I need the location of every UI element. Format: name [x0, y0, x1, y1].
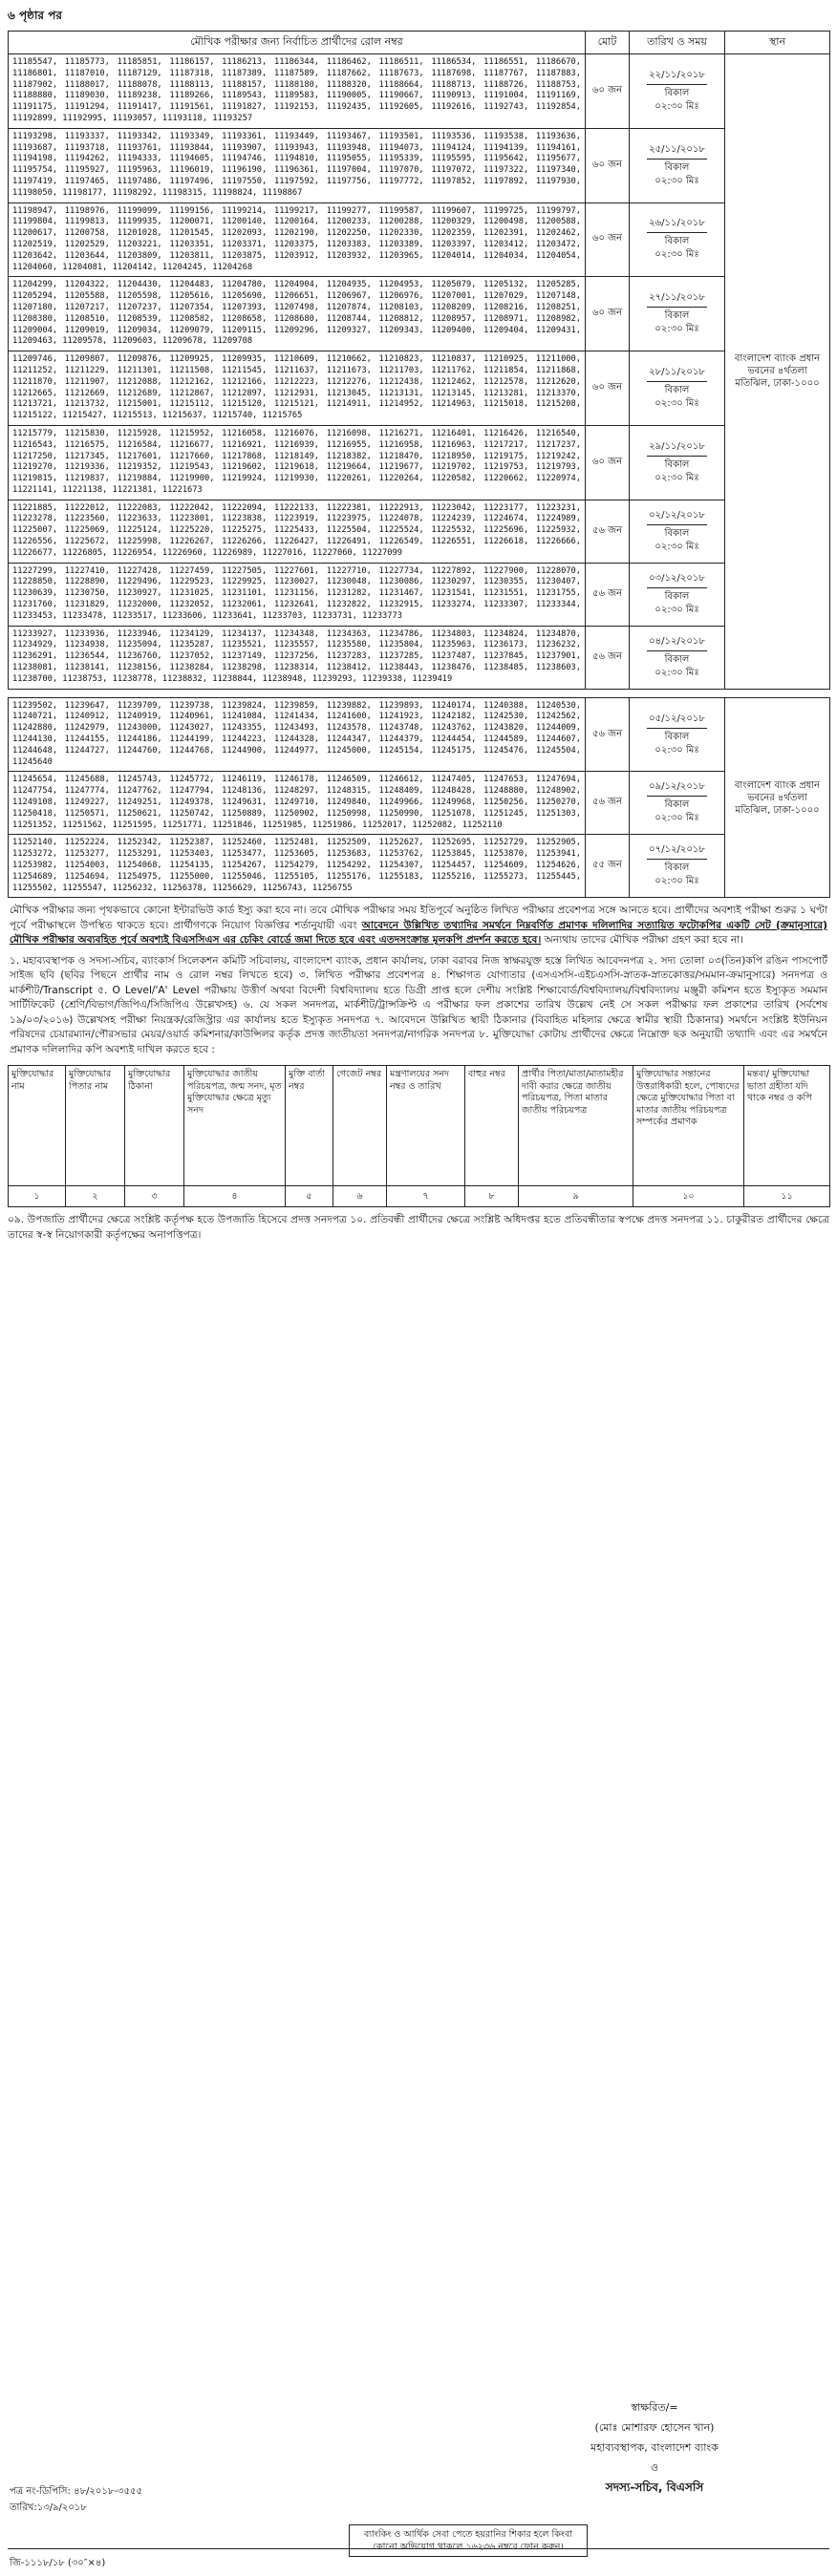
instructions-bold-requirement: আবেদনে উল্লিখিত তথ্যাদির সমর্থনে নিম্নবর্ণিত প্রমাণক দলিলাদির সত্যায়িত ফটোকপির একটি সেট (ক্রমানুসারে) মৌখিক পরীক্ষার অব্যবহিত পূর্বে অবশ্যই বিএসসিএস এর চেকিং বোর্ডে জমা দিতে হবে এবং এতদসংক্রান্ত মূলকপি প্রদর্শন করতে হবে। — [10, 919, 827, 947]
roll-numbers: 11185547, 11185773, 11185851, 11186157, 11186213, 11186344, 11186462, 11186511, 11186534, 11186551, 11186670, 11186801, 11187010, 11187129, 11187318, 11187389, 11187589, 11187662, 11187673, 11187698, 11187767, 11187883, 11187902, 11188017, 11188078, 11188113, 11188157, 11188180, 11188320, 11188664, 11188713, 11188726, 11188753, 11188880, 11189030, 11189238, 11189266, 11189543, 11189583, 11190005, 11190667, 11190913, 11191004, 11191169, 11191175, 11191294, 11191417, 11191561, 11191827, 11192153, 11192435, 11192605, 11192616, 11192743, 11192854, 11192899, 11192995, 11193057, 11193118, 11193257 — [9, 54, 586, 129]
candidate-total: ৫৬ জন — [586, 563, 630, 626]
exam-date-time — [630, 128, 725, 202]
instructions-intro: মৌখিক পরীক্ষার জন্য পৃথকভাবে কোনো ইন্টারভিউ কার্ড ইস্যু করা হবে না। তবে মৌখিক পরীক্ষার সময় ইতিপূর্বে অনুষ্ঠিত লিখিত পরীক্ষার প্রবেশপত্র সঙ্গে আনতে হবে। প্রার্থীদের অবশ্যই পরীক্ষা শুরুর ১ ঘণ্টা পূর্বে পরীক্ষাস্থলে উপস্থিত থাকতে হবে। প্রার্থীগণকে নিয়োগ বিজ্ঞপ্তির শর্তানুযায়ী এবং — [10, 905, 827, 931]
info-column-number: ৮ — [465, 1186, 519, 1207]
exam-date-time — [630, 835, 725, 898]
candidate-total: ৬০ জন — [586, 128, 630, 202]
exam-date-time — [630, 277, 725, 351]
exam-time: ০২:৩০ মিঃ — [655, 175, 699, 186]
info-column-number: ৪ — [184, 1186, 286, 1207]
exam-shift: বিকাল — [664, 799, 690, 811]
exam-date: ২৯/১১/২০১৮ — [647, 440, 707, 457]
exam-time: ০২:৩০ মিঃ — [655, 324, 699, 335]
info-column-number: ২ — [66, 1186, 125, 1207]
signatory-title: সদস্য-সচিব, বিএসসি — [605, 2480, 704, 2494]
roll-row — [9, 563, 830, 626]
info-column-header: মুক্তিযোদ্ধার পিতার নাম — [66, 1066, 125, 1186]
memo-number: পত্র নং-ডিপিসি: ৪৮/২০১৮-৩৫৫৫ — [10, 2486, 142, 2497]
exam-date: ০৭/১২/২০১৮ — [647, 843, 707, 860]
roll-row — [9, 351, 830, 426]
exam-shift: বিকাল — [664, 527, 690, 539]
roll-row — [9, 626, 830, 689]
exam-shift: বিকাল — [664, 653, 690, 665]
memo-date: তারিখ:১৩/৯/২০১৮ — [10, 2502, 87, 2513]
info-column-number: ৯ — [519, 1186, 633, 1207]
roll-numbers: 11252140, 11252224, 11252342, 11252387, 11252460, 11252481, 11252509, 11252627, 11252695, 11252729, 11252905, 11253272, 11253277, 11253291, 11253403, 11253477, 11253605, 11253683, 11253762, 11253845, 11253870, 11253941, 11253982, 11254003, 11254068, 11254135, 11254267, 11254279, 11254292, 11254307, 11254457, 11254609, 11254626, 11254689, 11254694, 11254975, 11255000, 11255046, 11255105, 11255176, 11255183, 11255216, 11255273, 11255445, 11255502, 11255547, 11256232, 11256378, 11256629, 11256743, 11256755 — [9, 835, 586, 898]
exam-date-time — [630, 500, 725, 563]
candidate-total: ৫৬ জন — [586, 697, 630, 772]
roll-numbers: 11204299, 11204322, 11204430, 11204483, 11204780, 11204904, 11204935, 11204953, 11205079, 11205132, 11205285, 11205294, 11205588, 11205598, 11205616, 11205690, 11206651, 11206967, 11206976, 11207001, 11207029, 11207148, 11207180, 11207217, 11207237, 11207354, 11207393, 11207498, 11207874, 11208103, 11208209, 11208216, 11208251, 11208380, 11208510, 11208539, 11208582, 11208658, 11208680, 11208744, 11208812, 11208957, 11208971, 11208982, 11209004, 11209019, 11209034, 11209079, 11209115, 11209296, 11209327, 11209343, 11209400, 11209404, 11209431, 11209463, 11209578, 11209603, 11209678, 11209708 — [9, 277, 586, 351]
info-column-header: প্রার্থীর পিতা/মাতা/মাতামহীর দাবী করার ক্ষেত্রে জাতীয় পরিচয়পত্র, পিতা মাতার জাতীয় পরিচয়পত্র — [519, 1066, 633, 1186]
required-documents-list: ১. মহাব্যবস্থাপক ও সদস্য-সচিব, ব্যাংকার্স সিলেকশন কমিটি সচিবালয়, বাংলাদেশ ব্যাংক, প্রধান কার্যালয়, ঢাকা বরাবর নিজ স্বাক্ষরযুক্ত হস্তে লিখিত আবেদনপত্র ২. সদ্য তোলা ০৩(তিন)কপি রঙিন পাসপোর্ট সাইজ ছবি (ছবির পিছনে প্রার্থীর নাম ও রোল নম্বর লিখতে হবে) ৩. লিখিত পরীক্ষার প্রবেশপত্র ৪. শিক্ষাগত যোগ্যতার (এসএসসি-এইচএসসি-স্নাতক-স্নাতকোত্তর/সমমান-ক্রমানুসারে) সনদপত্র ও মার্কশীট/Transcript ৫. O Level/'A' Level পরীক্ষায় উত্তীর্ণ অথবা বিদেশী বিশ্ববিদ্যালয় হতে ডিগ্রী প্রাপ্ত হলে দেশীয় সংশ্লিষ্ট শিক্ষাবোর্ড/বিশ্ববিদ্যালয়/বিশ্ববিদ্যালয় মঞ্জুরী কমিশন হতে ইস্যুকৃত সমমান সার্টিফিকেট (শ্রেণি/বিভাগ/জিপিএ/সিজিপিএ উল্লেখসহ) ৬. যে সকল সনদপত্র, মার্কশীট/ট্রান্সক্রিপ্ট এ পরীক্ষার ফল প্রকাশের তারিখ উল্লেখ নেই সে সকল পরীক্ষার ফল প্রকাশের তারিখ (সর্বশেষ ১৯/০৩/২০১৬) উল্লেখসহ পরীক্ষা নিয়ন্ত্রক/রেজিস্ট্রার এর কার্যালয় হতে ইস্যুকৃত সনদপত্র ৭. আবেদনে উল্লিখিত স্থায়ী ঠিকানার (বিবাহিত মহিলার ক্ষেত্রে স্বামীর স্থায়ী ঠিকানার) সমর্থনে সংশ্লিষ্ট ইউনিয়ন পরিষদের চেয়ারম্যান/পৌরসভার মেয়র/ওয়ার্ড কমিশনার/কাউন্সিলর কর্তৃক প্রদত্ত জাতীয়তা সনদপত্র/নাগরিক সনদপত্র ৮. মুক্তিযোদ্ধা কোটায় প্রার্থীদের ক্ষেত্রে নিম্নোক্ত ছক অনুযায়ী তথ্যাদি এবং এর সমর্থনে প্রমাণক দলিলাদির কপি অবশ্যই দাখিল করতে হবে : — [10, 954, 828, 1055]
exam-date: ০৩/১২/২০১৮ — [647, 572, 707, 588]
exam-date: ২৮/১১/২০১৮ — [647, 366, 707, 382]
info-column-header: মুক্তিযোদ্ধার সন্তানের উত্তরাধিকারী হলে, পোষ্যদের ক্ষেত্রে মুক্তিযোদ্ধার পিতা বা মাতার জাতীয় পরিচয়পত্র সম্পর্কের প্রমাণক — [633, 1066, 744, 1186]
exam-time: ০২:৩০ মিঃ — [655, 813, 699, 824]
roll-numbers: 11239502, 11239647, 11239709, 11239738, 11239824, 11239859, 11239882, 11239893, 11240174, 11240388, 11240530, 11240721, 11240912, 11240919, 11240961, 11241084, 11241434, 11241600, 11241923, 11242182, 11242530, 11242562, 11242880, 11242979, 11243000, 11243027, 11243355, 11243493, 11243578, 11243748, 11243762, 11243820, 11244009, 11244130, 11244155, 11244186, 11244199, 11244223, 11244328, 11244347, 11244379, 11244454, 11244589, 11244607, 11244648, 11244727, 11244760, 11244768, 11244900, 11244977, 11245000, 11245154, 11245175, 11245476, 11245504, 11245640 — [9, 697, 586, 772]
exam-time: ০২:৩০ মিঃ — [655, 472, 699, 483]
info-column-number: ৩ — [125, 1186, 184, 1207]
signature-block — [497, 2397, 812, 2498]
exam-date: ২৫/১১/২০১৮ — [647, 143, 707, 160]
candidate-total: ৬০ জন — [586, 351, 630, 426]
additional-notes: ০৯. উপজাতি প্রার্থীদের ক্ষেত্রে সংশ্লিষ্ট কর্তৃপক্ষ হতে উপজাতি হিসেবে প্রদত্ত সনদপত্র ১০. প্রতিবন্ধী প্রার্থীদের ক্ষেত্রে সংশ্লিষ্ট অধিদপ্তর হতে প্রতিবন্ধীতার স্বপক্ষে প্রদত্ত সনদপত্র ১১. চাকুরীরত প্রার্থীদের ক্ষেত্রে তাদের স্ব-স্ব নিয়োগকারী কর্তৃপক্ষের অনাপত্তিপত্র। — [8, 1214, 829, 1241]
roll-row — [9, 697, 830, 772]
info-column-header: মুক্তিযোদ্ধার ঠিকানা — [125, 1066, 184, 1186]
ad-code: জি-১১১৮/১৮ (৩০″×৪) — [10, 2558, 106, 2568]
exam-shift: বিকাল — [664, 87, 690, 98]
exam-date-time — [630, 202, 725, 277]
info-column-header: গেজেট নম্বর — [333, 1066, 387, 1186]
header-venue: স্থান — [725, 32, 830, 54]
exam-date-time — [630, 54, 725, 129]
info-column-number: ৭ — [387, 1186, 465, 1207]
candidate-total: ৬০ জন — [586, 277, 630, 351]
signatory-name: (মোঃ মোশারফ হোসেন খান) — [594, 2421, 715, 2434]
roll-numbers: 11198947, 11198976, 11199099, 11199156, 11199214, 11199217, 11199277, 11199587, 11199607, 11199725, 11199797, 11199804, 11199813, 11199935, 11200071, 11200140, 11200164, 11200233, 11200288, 11200329, 11200498, 11200588, 11200617, 11200758, 11201028, 11201545, 11202093, 11202190, 11202250, 11202330, 11202359, 11202391, 11202462, 11202519, 11202529, 11203221, 11203351, 11203371, 11203375, 11203383, 11203389, 11203397, 11203412, 11203472, 11203642, 11203644, 11203809, 11203811, 11203875, 11203912, 11203932, 11203965, 11204014, 11204034, 11204054, 11204060, 11204081, 11204142, 11204245, 11204268 — [9, 202, 586, 277]
roll-row — [9, 500, 830, 563]
info-column-header: মুক্তি বার্তা নম্বর — [286, 1066, 333, 1186]
candidate-total: ৫৬ জন — [586, 500, 630, 563]
roll-table-group-2 — [8, 697, 830, 899]
info-column-number: ১ — [9, 1186, 66, 1207]
exam-time: ০২:৩০ মিঃ — [655, 876, 699, 887]
roll-row — [9, 128, 830, 202]
exam-date-time — [630, 772, 725, 835]
info-column-number: ৬ — [333, 1186, 387, 1207]
roll-numbers: 11221885, 11222012, 11222083, 11222042, 11222094, 11222133, 11222381, 11222913, 11223042, 11223177, 11223231, 11223278, 11223560, 11223633, 11223801, 11223838, 11223919, 11223975, 11224078, 11224239, 11224674, 11224989, 11225007, 11225069, 11225124, 11225220, 11225275, 11225433, 11225504, 11225524, 11225532, 11225696, 11225932, 11226556, 11225672, 11225998, 11226267, 11226266, 11226427, 11226491, 11226549, 11226551, 11226618, 11226666, 11226677, 11226805, 11226954, 11226960, 11226989, 11227016, 11227060, 11227099 — [9, 500, 586, 563]
roll-row — [9, 835, 830, 898]
exam-date: ০২/১২/২০১৮ — [647, 509, 707, 525]
candidate-total: ৫৬ জন — [586, 772, 630, 835]
candidate-total: ৬০ জন — [586, 202, 630, 277]
candidate-total: ৫৬ জন — [586, 626, 630, 689]
signature-label: স্বাক্ষরিত/= — [631, 2401, 678, 2414]
exam-shift: বিকাল — [664, 458, 690, 470]
info-column-header: বাহুর নম্বর — [465, 1066, 519, 1186]
roll-table-header — [9, 32, 830, 54]
roll-row — [9, 54, 830, 129]
roll-row — [9, 425, 830, 500]
exam-date-time — [630, 563, 725, 626]
bottom-divider — [8, 2548, 829, 2549]
continuation-note: ৬ পৃষ্ঠার পর — [8, 9, 62, 22]
info-column-header: মুক্তিযোদ্ধার নাম — [9, 1066, 66, 1186]
exam-date: ০৯/১২/২০১৮ — [647, 780, 707, 797]
signatory-and: ও — [650, 2461, 659, 2474]
info-column-header: মুক্তিযোদ্ধার জাতীয় পরিচয়পত্র, জন্ম সনদ, মৃত মুক্তিযোদ্ধার ক্ষেত্রে মৃত্যু সনদ — [184, 1066, 286, 1186]
exam-date: ০৪/১২/২০১৮ — [647, 635, 707, 651]
exam-date: ২৬/১১/২০১৮ — [647, 217, 707, 233]
info-column-number: ৫ — [286, 1186, 333, 1207]
roll-row — [9, 277, 830, 351]
exam-time: ০২:৩০ মিঃ — [655, 667, 699, 678]
roll-numbers: 11233927, 11233936, 11233946, 11234129, 11234137, 11234348, 11234363, 11234786, 11234803, 11234824, 11234870, 11234929, 11234938, 11235094, 11235287, 11235521, 11235557, 11235580, 11235804, 11235963, 11236173, 11236232, 11236291, 11236544, 11236760, 11237052, 11237149, 11237256, 11237283, 11237285, 11237487, 11237845, 11237901, 11238081, 11238141, 11238156, 11238284, 11238298, 11238314, 11238412, 11238443, 11238476, 11238485, 11238603, 11238700, 11238753, 11238778, 11238832, 11238844, 11238948, 11239293, 11239338, 11239419 — [9, 626, 586, 689]
info-column-header: মন্ত্রণালয়ের সনদ নম্বর ও তারিখ — [387, 1066, 465, 1186]
info-column-number: ১০ — [633, 1186, 744, 1207]
exam-date-time — [630, 697, 725, 772]
complaint-hotline-box: ব্যাংকিং ও আর্থিক সেবা পেতে হয়রানির শিকার হলে কিংবা কোনো অভিযোগ থাকলে ১৬২৩৬ নম্বরে ফোন করুন। — [349, 2524, 588, 2557]
exam-time: ০২:৩০ মিঃ — [655, 100, 699, 112]
memo-reference — [10, 2483, 142, 2516]
exam-date: ২২/১১/২০১৮ — [647, 69, 707, 85]
exam-shift: বিকাল — [664, 310, 690, 322]
info-table-column-numbers — [9, 1186, 830, 1207]
exam-date-time — [630, 425, 725, 500]
roll-row — [9, 772, 830, 835]
roll-numbers: 11209746, 11209807, 11209876, 11209925, 11209935, 11210609, 11210662, 11210823, 11210837, 11210925, 11211000, 11211252, 11211229, 11211301, 11211508, 11211545, 11211637, 11211673, 11211703, 11211762, 11211854, 11211868, 11211870, 11211907, 11212088, 11212162, 11212166, 11212223, 11212276, 11212438, 11212462, 11212578, 11212620, 11212665, 11212669, 11212689, 11212867, 11212897, 11212931, 11213045, 11213131, 11213145, 11213281, 11213370, 11213721, 11213732, 11215001, 11215112, 11215120, 11215121, 11214911, 11214952, 11214963, 11215018, 11215208, 11215122, 11215427, 11215513, 11215637, 11215740, 11215765 — [9, 351, 586, 426]
info-table-headers — [9, 1066, 830, 1186]
roll-numbers: 11215779, 11215830, 11215928, 11215952, 11216058, 11216076, 11216098, 11216271, 11216401, 11216426, 11216540, 11216543, 11216575, 11216584, 11216677, 11216921, 11216939, 11216955, 11216958, 11216963, 11217217, 11217237, 11217250, 11217345, 11217601, 11217660, 11217868, 11218149, 11218382, 11218470, 11218950, 11219175, 11219242, 11219270, 11219336, 11219352, 11219543, 11219602, 11219618, 11219664, 11219677, 11219702, 11219753, 11219793, 11219815, 11219837, 11219884, 11219900, 11219924, 11219930, 11220261, 11220264, 11220582, 11220662, 11220974, 11221141, 11221138, 11221381, 11221673 — [9, 425, 586, 500]
exam-time: ০২:৩০ মিঃ — [655, 398, 699, 410]
roll-table-group-1 — [8, 31, 830, 690]
exam-shift: বিকাল — [664, 590, 690, 602]
exam-shift: বিকাল — [664, 862, 690, 874]
exam-shift: বিকাল — [664, 161, 690, 173]
exam-date-time — [630, 626, 725, 689]
header-total: মোট — [586, 32, 630, 54]
exam-time: ০২:৩০ মিঃ — [655, 744, 699, 756]
exam-date: ২৭/১১/২০১৮ — [647, 291, 707, 308]
candidate-total: ৫৫ জন — [586, 835, 630, 898]
exam-venue: বাংলাদেশ ব্যাংক প্রধান ভবনের ৪র্থতলা মতিঝিল, ঢাকা-১০০০ — [725, 697, 830, 898]
roll-numbers: 11245654, 11245688, 11245743, 11245772, 11246119, 11246178, 11246509, 11246612, 11247405, 11247653, 11247694, 11247754, 11247774, 11247762, 11247794, 11248136, 11248297, 11248315, 11248409, 11248428, 11248880, 11248902, 11249108, 11249227, 11249251, 11249378, 11249631, 11249710, 11249840, 11249966, 11249968, 11250256, 11250270, 11250418, 11250571, 11250621, 11250742, 11250889, 11250902, 11250998, 11250990, 11251078, 11251245, 11251303, 11251352, 11251562, 11251595, 11251771, 11251846, 11251985, 11251986, 11252017, 11252082, 11252110 — [9, 772, 586, 835]
exam-shift: বিকাল — [664, 731, 690, 742]
header-date-time: তারিখ ও সময় — [630, 32, 725, 54]
exam-venue: বাংলাদেশ ব্যাংক প্রধান ভবনের ৪র্থতলা মতিঝিল, ঢাকা-১০০০ — [725, 54, 830, 690]
freedom-fighter-info-table — [8, 1065, 830, 1207]
exam-shift: বিকাল — [664, 236, 690, 247]
roll-row — [9, 202, 830, 277]
signatory-designation: মহাব্যবস্থাপক, বাংলাদেশ ব্যাংক — [590, 2441, 719, 2454]
candidate-total: ৬০ জন — [586, 54, 630, 129]
instructions-end: অন্যথায় তাদের মৌখিক পরীক্ষা গ্রহণ করা হবে না। — [544, 934, 744, 947]
exam-time: ০২:৩০ মিঃ — [655, 249, 699, 261]
instructions-paragraph — [8, 904, 829, 948]
exam-time: ০২:৩০ মিঃ — [655, 541, 699, 552]
info-column-number: ১১ — [744, 1186, 830, 1207]
exam-date-time — [630, 351, 725, 426]
exam-date: ০৫/১২/২০১৮ — [647, 713, 707, 729]
roll-numbers: 11227299, 11227410, 11227428, 11227459, 11227505, 11227601, 11227710, 11227734, 11227892, 11227900, 11228070, 11228850, 11228890, 11229496, 11229523, 11229925, 11230027, 11230048, 11230086, 11230297, 11230355, 11230407, 11230639, 11230750, 11230927, 11231025, 11231101, 11231156, 11231282, 11231467, 11231541, 11231551, 11231755, 11231760, 11231829, 11232000, 11232052, 11232061, 11232641, 11232822, 11232915, 11233274, 11233307, 11233344, 11233453, 11233478, 11233517, 11233606, 11233641, 11233703, 11233731, 11233773 — [9, 563, 586, 626]
header-roll-numbers: মৌখিক পরীক্ষার জন্য নির্বাচিত প্রার্থীদের রোল নম্বর — [9, 32, 586, 54]
exam-shift: বিকাল — [664, 385, 690, 396]
exam-time: ০২:৩০ মিঃ — [655, 604, 699, 615]
info-column-header: মন্তব্য/ মুক্তিযোদ্ধা ভাতা গ্রহীতা যদি থাকে নম্বর ও কপি — [744, 1066, 830, 1186]
roll-numbers: 11193298, 11193337, 11193342, 11193349, 11193361, 11193449, 11193467, 11193501, 11193536, 11193538, 11193636, 11193687, 11193718, 11193761, 11193844, 11193907, 11193943, 11193948, 11194073, 11194124, 11194139, 11194161, 11194198, 11194262, 11194333, 11194605, 11194746, 11194810, 11195055, 11195339, 11195595, 11195642, 11195677, 11195754, 11195927, 11195963, 11196019, 11196190, 11196361, 11197004, 11197070, 11197072, 11197322, 11197340, 11197419, 11197465, 11197486, 11197496, 11197550, 11197592, 11197756, 11197772, 11197852, 11197892, 11197930, 11198050, 11198177, 11198292, 11198315, 11198824, 11198867 — [9, 128, 586, 202]
candidate-total: ৬০ জন — [586, 425, 630, 500]
